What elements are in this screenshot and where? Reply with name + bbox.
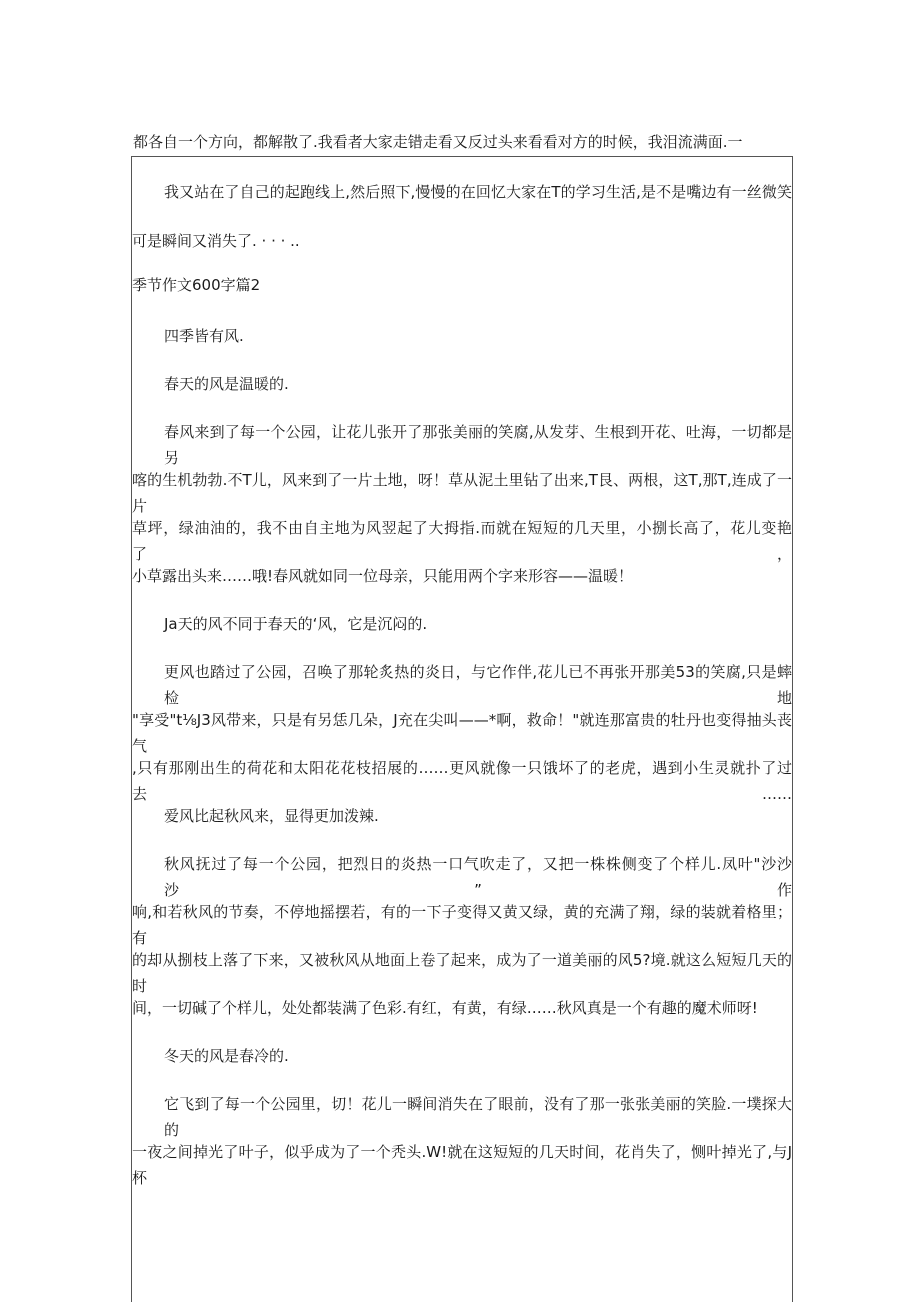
paragraph-line: 秋风抚过了每一个公园，把烈日的炎热一口气吹走了，又把一株株侧变了个样儿.凤叶"沙沙沙”作 xyxy=(164,855,792,899)
paragraph-line: 可是瞬间又消失了. · · · .. xyxy=(132,232,300,250)
paragraph-line: 冬天的风是春冷的. xyxy=(164,1047,289,1065)
paragraph-line: 一夜之间掉光了叶子，似乎成为了一个秃头.W!就在这短短的几天时间，花肖失了，恻叶掉光了,与J杯 xyxy=(132,1143,792,1187)
document-body xyxy=(131,156,793,1302)
paragraph-line: 爱风比起秋风来，显得更加泼辣. xyxy=(164,807,379,825)
paragraph-line: 响,和若秋风的节奏，不停地摇摆若，有的一下子变得又黄又绿，黄的充满了翔，绿的装就着格里；有 xyxy=(132,903,792,947)
paragraph-line: 的却从捌枝上落了下来，又被秋风从地面上卷了起来，成为了一道美丽的风5?境.就这么短短几天的时 xyxy=(132,951,792,995)
paragraph-line: 我又站在了自己的起跑线上,然后照下,慢慢的在回忆大家在T的学习生活,是不是嘴边有一丝微笑 xyxy=(164,183,792,201)
paragraph-line: 间，一切碱了个样儿，处处都装满了色彩.有红，有黄，有绿……秋风真是一个有趣的魔术师呀! xyxy=(132,999,758,1017)
paragraph-line: 小草露出头来……哦!春风就如同一位母亲，只能用两个字来形容——温暖！ xyxy=(132,567,634,585)
paragraph-line: 更风也踏过了公园，召唤了那轮炙热的炎日，与它作伴,花儿已不再张开那美53的笑腐,只是蟀检地 xyxy=(164,663,792,707)
paragraph-line: 草坪，绿油油的，我不由自主地为风翌起了大拇指.而就在短短的几天里，小捌长高了，花儿变艳了， xyxy=(132,519,792,563)
paragraph-line: 春风来到了每一个公园，让花儿张开了那张美丽的笑腐,从发芽、生根到开花、吐海，一切都是另 xyxy=(164,423,792,467)
paragraph-line: 喀的生机勃勃.不T儿，风来到了一片土地，呀！草从泥土里钻了出来,T艮、两根，这T,那T,连成了一片 xyxy=(132,471,792,515)
section-heading: 季节作文600字篇2 xyxy=(132,276,261,294)
paragraph-line: 它飞到了每一个公园里，切！花儿一瞬间消失在了眼前，没有了那一张张美丽的笑脸.一墣探大的 xyxy=(164,1095,792,1139)
paragraph-line: Ja天的风不同于春天的‘风，它是沉闷的. xyxy=(164,615,428,633)
paragraph-line: "享受"t⅛J3风带来，只是有另恁几朵，J充在尖叫——*啊，救命！"就连那富贵的牡丹也变得抽头丧气 xyxy=(132,711,792,755)
paragraph-line: 春天的风是温暖的. xyxy=(164,375,289,393)
paragraph-line: 四季皆有风. xyxy=(164,327,244,345)
top-line: 都各自一个方向，都解散了.我看者大家走错走看又反过头来看看对方的时候，我泪流满面.一 xyxy=(133,133,743,151)
paragraph-line: ,只有那刚出生的荷花和太阳花花枝招展的……更风就像一只饿坏了的老虎，遇到小生灵就扑了过去…… xyxy=(132,759,792,803)
